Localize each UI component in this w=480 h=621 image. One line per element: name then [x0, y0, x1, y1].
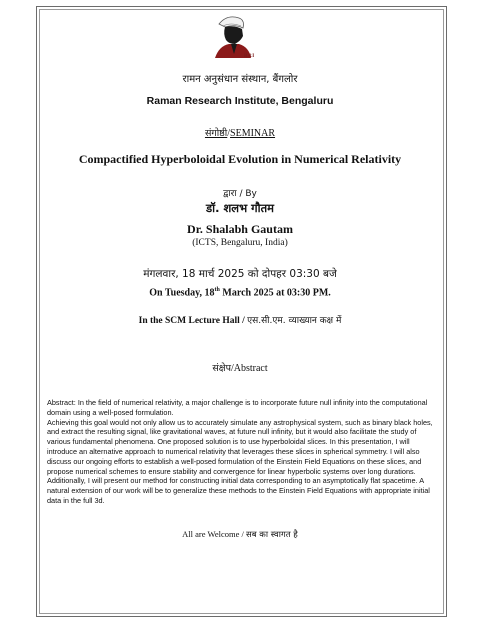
venue [40, 313, 440, 326]
event-type-hindi: संगोष्ठी [204, 128, 228, 139]
date-hindi: मंगलवार, 18 मार्च 2025 को दोपहर 03:30 बजे [143, 268, 337, 280]
welcome-note [40, 529, 440, 540]
abstract-heading-hindi: संक्षेप [212, 363, 231, 374]
event-type-separator: / [227, 128, 231, 139]
date-english-sup: th [214, 287, 220, 293]
speaker-name-english: Dr. Shalabh Gautam [187, 222, 293, 236]
speaker-affiliation: (ICTS, Bengaluru, India) [192, 238, 288, 248]
abstract-heading [40, 361, 440, 374]
venue-hindi: एस.सी.एम. व्याख्यान कक्ष में [247, 316, 342, 326]
welcome-english: All are Welcome / [182, 529, 246, 539]
by-label: द्वारा / By [223, 189, 257, 199]
welcome-hindi: सब का स्वागत है [246, 530, 298, 540]
event-type-english: SEMINAR [230, 128, 276, 139]
institute-name-hindi: रामन अनुसंधान संस्थान, बैंगलोर [182, 74, 298, 85]
abstract-paragraph-2: Achieving this goal would not only allow us to accurately simulate any astrophysical system, such as binary black holes, and extract the resulting signal, like gravitational waves, at future null infinity, but it would also facilitate the study of various fundamental phenomena. One proposed solution is to use hyperboloidal slices. In this presentation, I will introduce an alternative approach to numerical relativity that leverages these slices in spherical symmetry. I will also discuss our ongoing efforts to establish a well-posed formulation of the Einstein Field Equations on these slices, and propose numerical schemes to ensure stability and convergence for linear hyperbolic systems over long durations. Additionally, I will present our method for constructing initial data corresponding to an asymptotically flat spacetime. A natural extension of our work will be to generalize these methods to the Einstein Field Equations with appropriate initial data in the full 3d. [47, 417, 433, 505]
seminar-title: Compactified Hyperboloidal Evolution in Numerical Relativity [78, 152, 402, 166]
speaker-name-hindi: डॉ. शलभ गौतम [205, 201, 275, 215]
abstract-paragraph-1: Abstract: In the field of numerical relativity, a major challenge is to incorporate future null infinity into the computational domain using a well-posed formulation. [47, 398, 428, 417]
logo-rri-text: RRI [244, 54, 255, 59]
event-type [40, 126, 440, 139]
venue-english: In the SCM Lecture Hall / [138, 316, 248, 326]
institute-name-english: Raman Research Institute, Bengaluru [146, 95, 334, 107]
date-english-prefix: On Tuesday, 18 [149, 287, 215, 299]
date-english [40, 287, 440, 298]
abstract-heading-english: /Abstract [230, 363, 268, 374]
abstract-body [47, 398, 433, 506]
date-english-suffix: March 2025 at 03:30 PM. [219, 287, 331, 299]
